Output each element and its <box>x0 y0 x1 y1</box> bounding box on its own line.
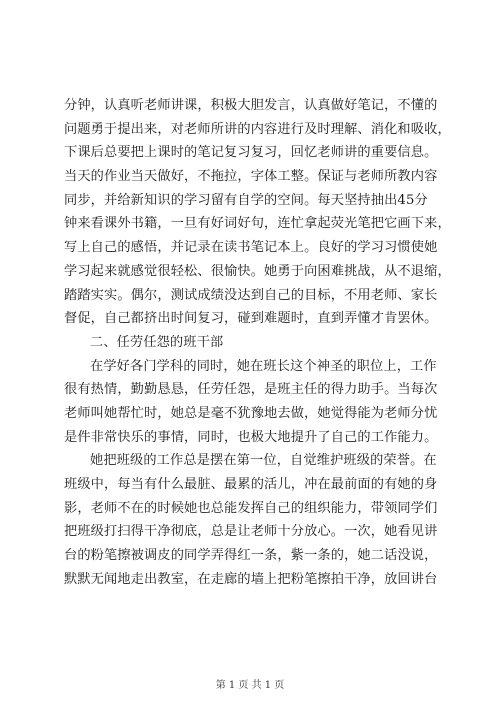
text-line: 当天的作业当天做好，不拖拉，字体工整。保证与老师所教内容 <box>64 169 438 185</box>
text-line: 台的粉笔擦被调皮的同学弄得红一条，紫一条的，她二话没说， <box>64 548 438 564</box>
text-line: 同步，并给新知识的学习留有自学的空间。每天坚持抽出45分 <box>64 192 428 208</box>
text-line: 分钟，认真听老师讲课，积极大胆发言，认真做好笔记，不懂的 <box>64 98 438 113</box>
text-line: 督促，自己都挤出时间复习，碰到难题时，直到弄懂才肯罢休。 <box>64 311 438 327</box>
text-line: 是件非常快乐的事情，同时，也极大地提升了自己的工作能力。 <box>64 429 438 445</box>
section-heading: 二、任劳任怨的班干部 <box>90 334 224 350</box>
text-line: 下课后总要把上课时的笔记复习复习，回忆老师讲的重要信息。 <box>64 145 438 161</box>
text-line: 踏踏实实。偶尔，测试成绩没达到自己的目标，不用老师、家长 <box>64 287 438 303</box>
paragraph-first-line: 在学好各门学科的同时，她在班长这个神圣的职位上，工作 <box>90 358 437 374</box>
text-line: 钟来看课外书籍，一旦有好词好句，连忙拿起荧光笔把它画下来， <box>64 216 451 232</box>
text-line: 影，老师不在的时候她也总能发挥自己的组织能力，带领同学们 <box>64 500 438 516</box>
text-line: 老师叫她帮忙时，她总是毫不犹豫地去做，她觉得能为老师分忧 <box>64 405 438 421</box>
text-line: 把班级打扫得干净彻底，总是让老师十分放心。一次，她看见讲 <box>64 524 438 540</box>
text-line: 学习起来就感觉很轻松、很愉快。她勇于向困难挑战，从不退缩， <box>64 263 451 279</box>
document-body <box>64 94 451 591</box>
page-footer: 第 1 页 共 1 页 <box>215 680 285 691</box>
paragraph-first-line: 她把班级的工作总是摆在第一位，自觉维护班级的荣誉。在 <box>90 453 437 469</box>
text-line: 很有热情，勤勤恳恳，任劳任怨，是班主任的得力助手。当每次 <box>64 382 438 398</box>
text-line: 班级中，每当有什么最脏、最累的活儿，冲在最前面的有她的身 <box>64 477 438 492</box>
text-line: 写上自己的感悟，并记录在读书笔记本上。良好的学习习惯使她 <box>64 240 438 256</box>
text-line: 默默无闻地走出教室，在走廊的墙上把粉笔擦拍干净，放回讲台 <box>64 571 438 587</box>
text-line: 问题勇于提出来，对老师所讲的内容进行及时理解、消化和吸收， <box>64 121 451 137</box>
